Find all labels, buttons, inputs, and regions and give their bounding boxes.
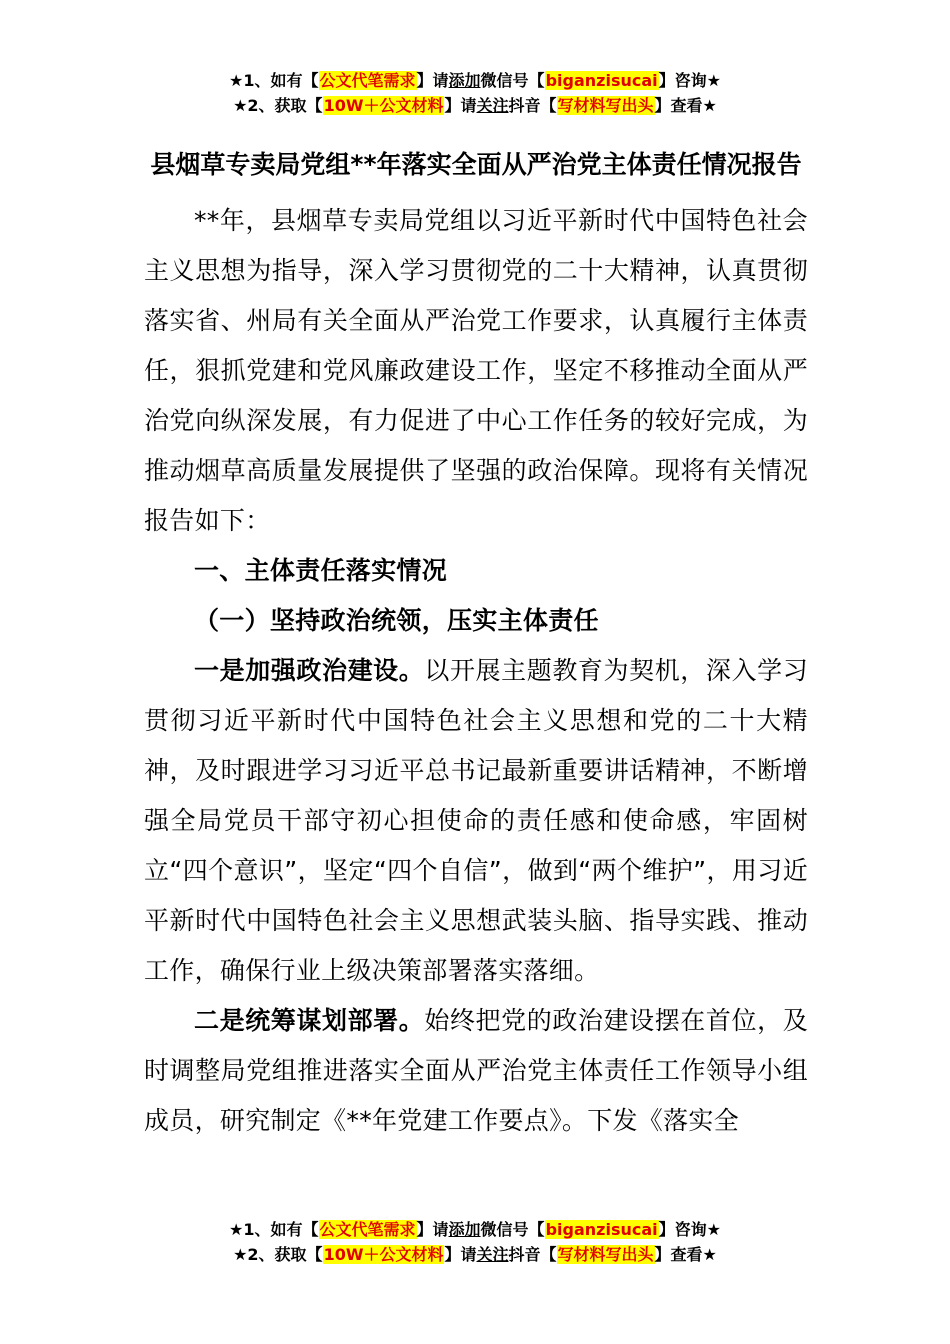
promo-line-2: ★2、获取【10W＋公文材料】请关注抖音【写材料写出头】查看★: [233, 1245, 717, 1264]
paragraph-text: 以开展主题教育为契机，深入学习贯彻习近平新时代中国特色社会主义思想和党的二十大精神，及时跟进学习习近平总书记最新重要讲话精神，不断增强全局党员干部守初心担使命的责任感和使命感，牢固树立“四个意识”，坚定“四个自信”，做到“两个维护”，用习近平新时代中国特色社会主义思想武装头脑、指导实践、推动工作，确保行业上级决策部署落实落细。: [144, 656, 808, 985]
section-heading-1: 一、主体责任落实情况: [194, 556, 448, 585]
paragraph-planning: [144, 996, 808, 1146]
promo-line-1: ★1、如有【公文代笔需求】请添加微信号【biganzisucai】咨询★: [229, 1220, 721, 1239]
promo-banner-top: [0, 68, 950, 118]
promo-line-1: ★1、如有【公文代笔需求】请添加微信号【biganzisucai】咨询★: [229, 71, 721, 90]
intro-paragraph: **年，县烟草专卖局党组以习近平新时代中国特色社会主义思想为指导，深入学习贯彻党的二十大精神，认真贯彻落实省、州局有关全面从严治党工作要求，认真履行主体责任，狠抓党建和党风廉政建设工作，坚定不移推动全面从严治党向纵深发展，有力促进了中心工作任务的较好完成，为推动烟草高质量发展提供了坚强的政治保障。现将有关情况报告如下：: [144, 206, 808, 535]
paragraph-lead: 二是统筹谋划部署。: [194, 1006, 425, 1035]
paragraph-lead: 一是加强政治建设。: [194, 656, 425, 685]
promo-banner-bottom: [0, 1217, 950, 1267]
promo-line-2: ★2、获取【10W＋公文材料】请关注抖音【写材料写出头】查看★: [233, 96, 717, 115]
document-title: 县烟草专卖局党组**年落实全面从严治党主体责任情况报告: [150, 150, 802, 179]
document-body: [144, 140, 808, 1146]
paragraph-political-building: [144, 646, 808, 996]
subsection-heading-1: （一）坚持政治统领，压实主体责任: [194, 606, 599, 635]
paragraph-text: 始终把党的政治建设摆在首位，及时调整局党组推进落实全面从严治党主体责任工作领导小组成员，研究制定《**年党建工作要点》。下发《落实全: [144, 1006, 808, 1135]
